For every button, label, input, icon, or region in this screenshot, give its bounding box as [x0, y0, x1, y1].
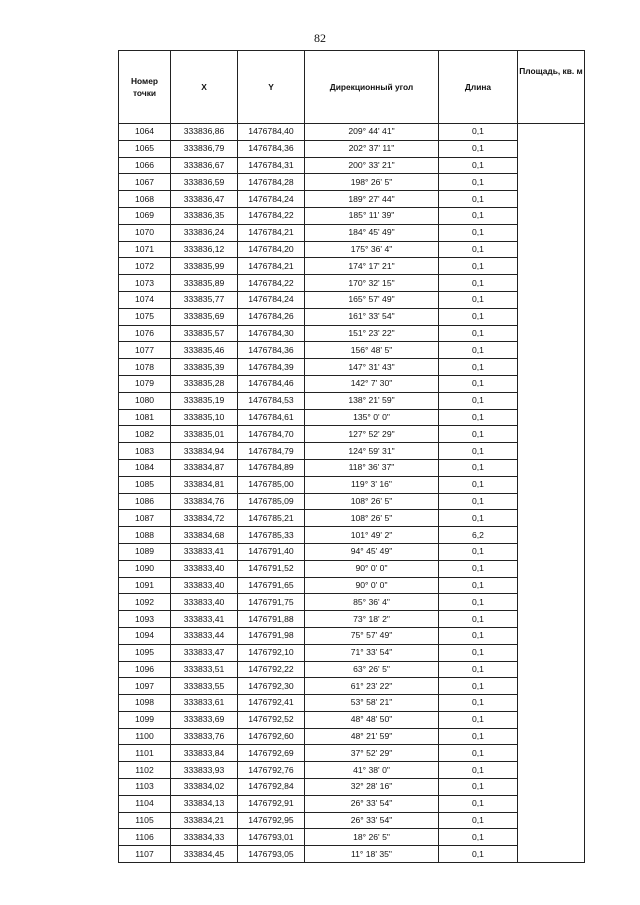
- y-cell: 1476792,91: [238, 795, 305, 812]
- table-row: [119, 543, 585, 560]
- x-cell: 333833,40: [171, 577, 238, 594]
- direction-angle-cell: 108° 26' 5": [305, 510, 439, 527]
- y-cell: 1476791,98: [238, 627, 305, 644]
- y-cell: 1476784,53: [238, 392, 305, 409]
- length-cell: 0,1: [439, 275, 518, 292]
- table-row: [119, 359, 585, 376]
- point-number-cell: 1095: [119, 644, 171, 661]
- table-row: [119, 493, 585, 510]
- y-cell: 1476784,40: [238, 124, 305, 141]
- direction-angle-cell: 37° 52' 29": [305, 745, 439, 762]
- point-number-cell: 1103: [119, 779, 171, 796]
- length-cell: 0,1: [439, 325, 518, 342]
- x-cell: 333835,01: [171, 426, 238, 443]
- x-cell: 333835,28: [171, 375, 238, 392]
- length-cell: 0,1: [439, 191, 518, 208]
- point-number-cell: 1087: [119, 510, 171, 527]
- y-cell: 1476791,75: [238, 594, 305, 611]
- direction-angle-cell: 127° 52' 29": [305, 426, 439, 443]
- x-cell: 333836,12: [171, 241, 238, 258]
- length-cell: 0,1: [439, 510, 518, 527]
- table-row: [119, 577, 585, 594]
- header-direction-angle: Дирекционный угол: [305, 51, 439, 124]
- y-cell: 1476785,00: [238, 476, 305, 493]
- y-cell: 1476784,21: [238, 258, 305, 275]
- table-row: [119, 661, 585, 678]
- point-number-cell: 1064: [119, 124, 171, 141]
- direction-angle-cell: 185° 11' 39": [305, 207, 439, 224]
- length-cell: 6,2: [439, 527, 518, 544]
- table-row: [119, 308, 585, 325]
- y-cell: 1476792,84: [238, 779, 305, 796]
- y-cell: 1476784,31: [238, 157, 305, 174]
- x-cell: 333834,94: [171, 443, 238, 460]
- length-cell: 0,1: [439, 829, 518, 846]
- direction-angle-cell: 151° 23' 22": [305, 325, 439, 342]
- direction-angle-cell: 26° 33' 54": [305, 812, 439, 829]
- y-cell: 1476784,89: [238, 459, 305, 476]
- direction-angle-cell: 170° 32' 15": [305, 275, 439, 292]
- table-row: [119, 157, 585, 174]
- length-cell: 0,1: [439, 627, 518, 644]
- direction-angle-cell: 135° 0' 0": [305, 409, 439, 426]
- table-row: [119, 762, 585, 779]
- length-cell: 0,1: [439, 174, 518, 191]
- point-number-cell: 1093: [119, 611, 171, 628]
- table-row: [119, 191, 585, 208]
- length-cell: 0,1: [439, 795, 518, 812]
- x-cell: 333833,47: [171, 644, 238, 661]
- x-cell: 333834,21: [171, 812, 238, 829]
- y-cell: 1476785,33: [238, 527, 305, 544]
- table-row: [119, 560, 585, 577]
- point-number-cell: 1100: [119, 728, 171, 745]
- direction-angle-cell: 200° 33' 21": [305, 157, 439, 174]
- table-row: [119, 476, 585, 493]
- length-cell: 0,1: [439, 745, 518, 762]
- table-row: [119, 325, 585, 342]
- point-number-cell: 1089: [119, 543, 171, 560]
- table-row: [119, 392, 585, 409]
- length-cell: 0,1: [439, 291, 518, 308]
- table-row: [119, 510, 585, 527]
- table-row: [119, 611, 585, 628]
- y-cell: 1476793,01: [238, 829, 305, 846]
- point-number-cell: 1092: [119, 594, 171, 611]
- length-cell: 0,1: [439, 258, 518, 275]
- y-cell: 1476784,36: [238, 140, 305, 157]
- point-number-cell: 1102: [119, 762, 171, 779]
- x-cell: 333836,24: [171, 224, 238, 241]
- direction-angle-cell: 209° 44' 41": [305, 124, 439, 141]
- length-cell: 0,1: [439, 678, 518, 695]
- table-row: [119, 459, 585, 476]
- table-row: [119, 443, 585, 460]
- x-cell: 333833,61: [171, 695, 238, 712]
- table-row: [119, 594, 585, 611]
- coordinates-table: [118, 50, 585, 863]
- x-cell: 333836,67: [171, 157, 238, 174]
- x-cell: 333834,87: [171, 459, 238, 476]
- x-cell: 333836,86: [171, 124, 238, 141]
- point-number-cell: 1096: [119, 661, 171, 678]
- direction-angle-cell: 73° 18' 2": [305, 611, 439, 628]
- table-body: [119, 124, 585, 863]
- point-number-cell: 1077: [119, 342, 171, 359]
- point-number-cell: 1065: [119, 140, 171, 157]
- table-row: [119, 627, 585, 644]
- length-cell: 0,1: [439, 426, 518, 443]
- y-cell: 1476784,28: [238, 174, 305, 191]
- header-area: Площадь, кв. м: [518, 51, 585, 124]
- direction-angle-cell: 198° 26' 5": [305, 174, 439, 191]
- direction-angle-cell: 147° 31' 43": [305, 359, 439, 376]
- x-cell: 333835,10: [171, 409, 238, 426]
- length-cell: 0,1: [439, 342, 518, 359]
- point-number-cell: 1107: [119, 846, 171, 863]
- header-length: Длина: [439, 51, 518, 124]
- y-cell: 1476792,22: [238, 661, 305, 678]
- direction-angle-cell: 18° 26' 5": [305, 829, 439, 846]
- direction-angle-cell: 90° 0' 0": [305, 560, 439, 577]
- direction-angle-cell: 174° 17' 21": [305, 258, 439, 275]
- x-cell: 333834,02: [171, 779, 238, 796]
- table-row: [119, 275, 585, 292]
- area-cell: [518, 124, 585, 863]
- x-cell: 333833,76: [171, 728, 238, 745]
- table-row: [119, 644, 585, 661]
- direction-angle-cell: 138° 21' 59": [305, 392, 439, 409]
- y-cell: 1476785,21: [238, 510, 305, 527]
- direction-angle-cell: 75° 57' 49": [305, 627, 439, 644]
- direction-angle-cell: 119° 3' 16": [305, 476, 439, 493]
- point-number-cell: 1101: [119, 745, 171, 762]
- table-row: [119, 678, 585, 695]
- y-cell: 1476791,65: [238, 577, 305, 594]
- point-number-cell: 1085: [119, 476, 171, 493]
- length-cell: 0,1: [439, 594, 518, 611]
- y-cell: 1476784,79: [238, 443, 305, 460]
- point-number-cell: 1088: [119, 527, 171, 544]
- point-number-cell: 1090: [119, 560, 171, 577]
- y-cell: 1476784,21: [238, 224, 305, 241]
- point-number-cell: 1066: [119, 157, 171, 174]
- y-cell: 1476784,39: [238, 359, 305, 376]
- table-row: [119, 745, 585, 762]
- x-cell: 333836,35: [171, 207, 238, 224]
- x-cell: 333833,40: [171, 560, 238, 577]
- x-cell: 333833,51: [171, 661, 238, 678]
- point-number-cell: 1076: [119, 325, 171, 342]
- x-cell: 333834,76: [171, 493, 238, 510]
- direction-angle-cell: 165° 57' 49": [305, 291, 439, 308]
- x-cell: 333833,40: [171, 594, 238, 611]
- length-cell: 0,1: [439, 812, 518, 829]
- direction-angle-cell: 41° 38' 0": [305, 762, 439, 779]
- point-number-cell: 1094: [119, 627, 171, 644]
- point-number-cell: 1067: [119, 174, 171, 191]
- y-cell: 1476784,26: [238, 308, 305, 325]
- length-cell: 0,1: [439, 779, 518, 796]
- x-cell: 333836,79: [171, 140, 238, 157]
- table-row: [119, 728, 585, 745]
- direction-angle-cell: 189° 27' 44": [305, 191, 439, 208]
- direction-angle-cell: 11° 18' 35": [305, 846, 439, 863]
- direction-angle-cell: 108° 26' 5": [305, 493, 439, 510]
- header-x: X: [171, 51, 238, 124]
- table-row: [119, 241, 585, 258]
- table-row: [119, 409, 585, 426]
- length-cell: 0,1: [439, 611, 518, 628]
- y-cell: 1476784,30: [238, 325, 305, 342]
- length-cell: 0,1: [439, 375, 518, 392]
- x-cell: 333834,68: [171, 527, 238, 544]
- point-number-cell: 1073: [119, 275, 171, 292]
- table-row: [119, 291, 585, 308]
- table-row: [119, 795, 585, 812]
- y-cell: 1476792,95: [238, 812, 305, 829]
- header-point-number: Номер точки: [119, 51, 171, 124]
- length-cell: 0,1: [439, 493, 518, 510]
- y-cell: 1476785,09: [238, 493, 305, 510]
- y-cell: 1476792,60: [238, 728, 305, 745]
- table-row: [119, 527, 585, 544]
- length-cell: 0,1: [439, 308, 518, 325]
- point-number-cell: 1075: [119, 308, 171, 325]
- length-cell: 0,1: [439, 207, 518, 224]
- y-cell: 1476791,40: [238, 543, 305, 560]
- y-cell: 1476791,88: [238, 611, 305, 628]
- direction-angle-cell: 175° 36' 4": [305, 241, 439, 258]
- x-cell: 333833,55: [171, 678, 238, 695]
- point-number-cell: 1105: [119, 812, 171, 829]
- x-cell: 333833,84: [171, 745, 238, 762]
- length-cell: 0,1: [439, 224, 518, 241]
- y-cell: 1476784,70: [238, 426, 305, 443]
- direction-angle-cell: 53° 58' 21": [305, 695, 439, 712]
- length-cell: 0,1: [439, 577, 518, 594]
- x-cell: 333835,99: [171, 258, 238, 275]
- y-cell: 1476784,61: [238, 409, 305, 426]
- direction-angle-cell: 48° 21' 59": [305, 728, 439, 745]
- x-cell: 333835,19: [171, 392, 238, 409]
- point-number-cell: 1069: [119, 207, 171, 224]
- x-cell: 333836,47: [171, 191, 238, 208]
- table-row: [119, 846, 585, 863]
- point-number-cell: 1086: [119, 493, 171, 510]
- y-cell: 1476784,24: [238, 291, 305, 308]
- length-cell: 0,1: [439, 359, 518, 376]
- y-cell: 1476784,22: [238, 207, 305, 224]
- direction-angle-cell: 90° 0' 0": [305, 577, 439, 594]
- point-number-cell: 1084: [119, 459, 171, 476]
- y-cell: 1476791,52: [238, 560, 305, 577]
- header-y: Y: [238, 51, 305, 124]
- point-number-cell: 1082: [119, 426, 171, 443]
- table-row: [119, 426, 585, 443]
- direction-angle-cell: 71° 33' 54": [305, 644, 439, 661]
- point-number-cell: 1083: [119, 443, 171, 460]
- length-cell: 0,1: [439, 762, 518, 779]
- length-cell: 0,1: [439, 543, 518, 560]
- y-cell: 1476784,46: [238, 375, 305, 392]
- length-cell: 0,1: [439, 443, 518, 460]
- point-number-cell: 1091: [119, 577, 171, 594]
- direction-angle-cell: 48° 48' 50": [305, 711, 439, 728]
- x-cell: 333834,13: [171, 795, 238, 812]
- y-cell: 1476792,10: [238, 644, 305, 661]
- table-header-row: [119, 51, 585, 124]
- point-number-cell: 1099: [119, 711, 171, 728]
- direction-angle-cell: 32° 28' 16": [305, 779, 439, 796]
- y-cell: 1476792,76: [238, 762, 305, 779]
- y-cell: 1476792,30: [238, 678, 305, 695]
- length-cell: 0,1: [439, 560, 518, 577]
- x-cell: 333834,33: [171, 829, 238, 846]
- table-row: [119, 375, 585, 392]
- x-cell: 333835,39: [171, 359, 238, 376]
- point-number-cell: 1097: [119, 678, 171, 695]
- x-cell: 333834,72: [171, 510, 238, 527]
- x-cell: 333835,77: [171, 291, 238, 308]
- direction-angle-cell: 184° 45' 49": [305, 224, 439, 241]
- length-cell: 0,1: [439, 476, 518, 493]
- y-cell: 1476792,69: [238, 745, 305, 762]
- direction-angle-cell: 63° 26' 5": [305, 661, 439, 678]
- direction-angle-cell: 161° 33' 54": [305, 308, 439, 325]
- table-row: [119, 207, 585, 224]
- length-cell: 0,1: [439, 728, 518, 745]
- x-cell: 333833,41: [171, 543, 238, 560]
- direction-angle-cell: 61° 23' 22": [305, 678, 439, 695]
- table-row: [119, 779, 585, 796]
- length-cell: 0,1: [439, 459, 518, 476]
- y-cell: 1476792,52: [238, 711, 305, 728]
- point-number-cell: 1068: [119, 191, 171, 208]
- x-cell: 333833,44: [171, 627, 238, 644]
- direction-angle-cell: 101° 49' 2": [305, 527, 439, 544]
- direction-angle-cell: 156° 48' 5": [305, 342, 439, 359]
- page-number: 82: [314, 31, 326, 45]
- point-number-cell: 1074: [119, 291, 171, 308]
- direction-angle-cell: 202° 37' 11": [305, 140, 439, 157]
- direction-angle-cell: 26° 33' 54": [305, 795, 439, 812]
- y-cell: 1476784,24: [238, 191, 305, 208]
- x-cell: 333833,41: [171, 611, 238, 628]
- length-cell: 0,1: [439, 157, 518, 174]
- table-row: [119, 829, 585, 846]
- y-cell: 1476784,20: [238, 241, 305, 258]
- y-cell: 1476792,41: [238, 695, 305, 712]
- y-cell: 1476793,05: [238, 846, 305, 863]
- point-number-cell: 1106: [119, 829, 171, 846]
- point-number-cell: 1078: [119, 359, 171, 376]
- x-cell: 333836,59: [171, 174, 238, 191]
- table-row: [119, 711, 585, 728]
- x-cell: 333834,45: [171, 846, 238, 863]
- point-number-cell: 1104: [119, 795, 171, 812]
- table-row: [119, 812, 585, 829]
- direction-angle-cell: 124° 59' 31": [305, 443, 439, 460]
- length-cell: 0,1: [439, 846, 518, 863]
- table-row: [119, 224, 585, 241]
- length-cell: 0,1: [439, 124, 518, 141]
- x-cell: 333835,46: [171, 342, 238, 359]
- length-cell: 0,1: [439, 644, 518, 661]
- length-cell: 0,1: [439, 140, 518, 157]
- x-cell: 333833,69: [171, 711, 238, 728]
- table-row: [119, 695, 585, 712]
- point-number-cell: 1071: [119, 241, 171, 258]
- point-number-cell: 1080: [119, 392, 171, 409]
- x-cell: 333835,57: [171, 325, 238, 342]
- y-cell: 1476784,36: [238, 342, 305, 359]
- direction-angle-cell: 142° 7' 30": [305, 375, 439, 392]
- table-row: [119, 174, 585, 191]
- table-row: [119, 342, 585, 359]
- point-number-cell: 1070: [119, 224, 171, 241]
- length-cell: 0,1: [439, 711, 518, 728]
- length-cell: 0,1: [439, 392, 518, 409]
- x-cell: 333834,81: [171, 476, 238, 493]
- x-cell: 333833,93: [171, 762, 238, 779]
- point-number-cell: 1072: [119, 258, 171, 275]
- table-row: [119, 140, 585, 157]
- x-cell: 333835,89: [171, 275, 238, 292]
- point-number-cell: 1098: [119, 695, 171, 712]
- direction-angle-cell: 85° 36' 4": [305, 594, 439, 611]
- direction-angle-cell: 94° 45' 49": [305, 543, 439, 560]
- table-row: [119, 258, 585, 275]
- length-cell: 0,1: [439, 661, 518, 678]
- length-cell: 0,1: [439, 695, 518, 712]
- point-number-cell: 1079: [119, 375, 171, 392]
- y-cell: 1476784,22: [238, 275, 305, 292]
- x-cell: 333835,69: [171, 308, 238, 325]
- direction-angle-cell: 118° 36' 37": [305, 459, 439, 476]
- table-row: [119, 124, 585, 141]
- point-number-cell: 1081: [119, 409, 171, 426]
- length-cell: 0,1: [439, 241, 518, 258]
- length-cell: 0,1: [439, 409, 518, 426]
